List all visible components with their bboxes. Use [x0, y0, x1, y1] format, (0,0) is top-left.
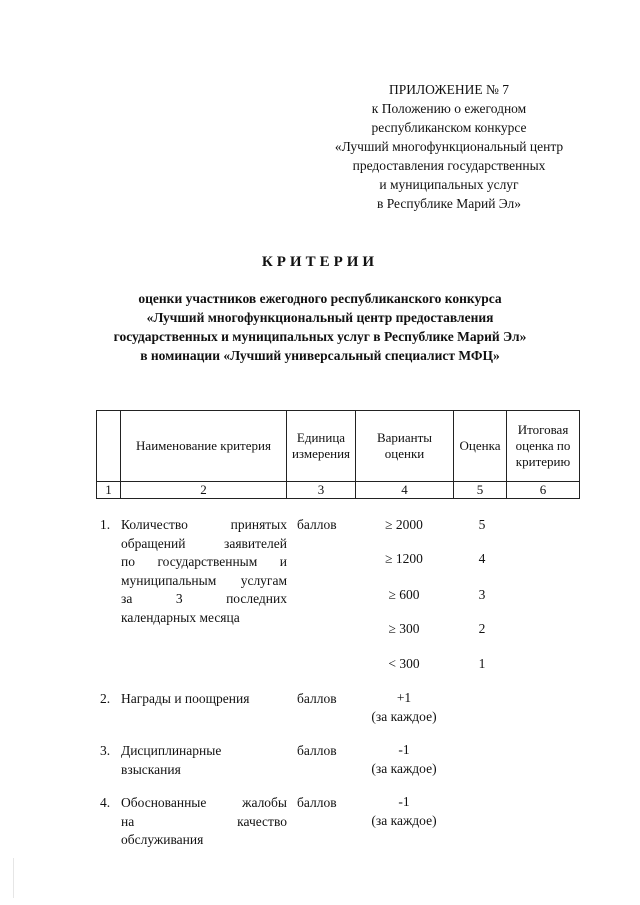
variant-value: -1 [398, 742, 410, 757]
criterion-name-line: Количество принятых [121, 517, 287, 532]
criterion-name-line: по государственным и [121, 554, 287, 569]
variant-value: ≥ 1200 [385, 551, 423, 566]
criterion-name-line: Обоснованные жалобы [121, 795, 287, 810]
criterion-name-line: обращений заявителей [121, 535, 287, 551]
variant-score: 4 [478, 551, 486, 566]
header-cell-score: Оценка [454, 411, 507, 482]
subtitle-line: «Лучший многофункциональный центр предоставления [146, 310, 494, 325]
criterion-number: 1. [100, 517, 111, 532]
appendix-line: «Лучший многофункциональный центр [334, 139, 564, 154]
variant-value: +1 [396, 690, 412, 705]
appendix-line: и муниципальных услуг [379, 177, 519, 192]
column-number: 1 [97, 482, 121, 499]
variant-note: (за каждое) [371, 761, 437, 776]
criterion-name-line: за 3 последних [121, 591, 287, 606]
criterion-name-line: обслуживания [121, 832, 204, 847]
criterion-name [121, 794, 287, 850]
header-cell-total: Итоговая оценка по критерию [507, 411, 580, 482]
variant-note: (за каждое) [371, 813, 437, 828]
criterion-name [121, 690, 287, 709]
header-cell-name: Наименование критерия [121, 411, 287, 482]
criterion-name-line: на качество [121, 813, 287, 829]
variant-value: ≥ 600 [388, 587, 420, 602]
column-number: 4 [356, 482, 454, 499]
criterion-unit: баллов [297, 517, 337, 532]
document-subtitle [0, 289, 640, 365]
variant-value: ≥ 2000 [385, 517, 423, 532]
variant-value: < 300 [388, 656, 420, 671]
criterion-name-line: Награды и поощрения [121, 691, 250, 706]
criterion-name-line: календарных месяца [121, 609, 240, 625]
appendix-line: предоставления государственных [352, 158, 546, 173]
variant-score: 2 [478, 621, 486, 636]
scan-margin-mark [13, 858, 14, 898]
criterion-unit: баллов [297, 795, 337, 810]
variant-value: -1 [398, 794, 410, 809]
column-number: 2 [121, 482, 287, 499]
subtitle-line: в номинации «Лучший универсальный специалист МФЦ» [140, 348, 500, 363]
criteria-table-header [96, 410, 580, 499]
criterion-name-line: Дисциплинарные [121, 743, 222, 758]
variant-value: ≥ 300 [388, 621, 420, 636]
variant-score: 3 [478, 587, 486, 602]
appendix-line: республиканском конкурсе [371, 120, 527, 135]
criterion-name [121, 516, 287, 627]
criterion-unit: баллов [297, 743, 337, 758]
header-cell-num [97, 411, 121, 482]
column-number: 6 [507, 482, 580, 499]
subtitle-line: государственных и муниципальных услуг в Республике Марий Эл» [113, 329, 527, 344]
criterion-number: 2. [100, 691, 111, 706]
criterion-number: 4. [100, 795, 111, 810]
column-number: 5 [454, 482, 507, 499]
header-cell-unit: Единица измерения [287, 411, 356, 482]
criterion-name-line: муниципальным услугам [121, 572, 287, 588]
criterion-name [121, 742, 287, 779]
criterion-name-line: взыскания [121, 761, 181, 777]
appendix-line: к Положению о ежегодном [371, 101, 527, 116]
appendix-block [318, 80, 580, 213]
subtitle-line: оценки участников ежегодного республиканского конкурса [138, 291, 502, 306]
appendix-line: в Республике Марий Эл» [376, 196, 522, 211]
variant-note: (за каждое) [371, 709, 437, 724]
document-title: КРИТЕРИИ [261, 254, 379, 270]
criterion-number: 3. [100, 743, 111, 758]
column-number: 3 [287, 482, 356, 499]
variant-score: 1 [478, 656, 486, 671]
header-cell-variants: Варианты оценки [356, 411, 454, 482]
appendix-line: ПРИЛОЖЕНИЕ № 7 [388, 82, 510, 97]
criterion-unit: баллов [297, 691, 337, 706]
variant-score: 5 [478, 517, 486, 532]
